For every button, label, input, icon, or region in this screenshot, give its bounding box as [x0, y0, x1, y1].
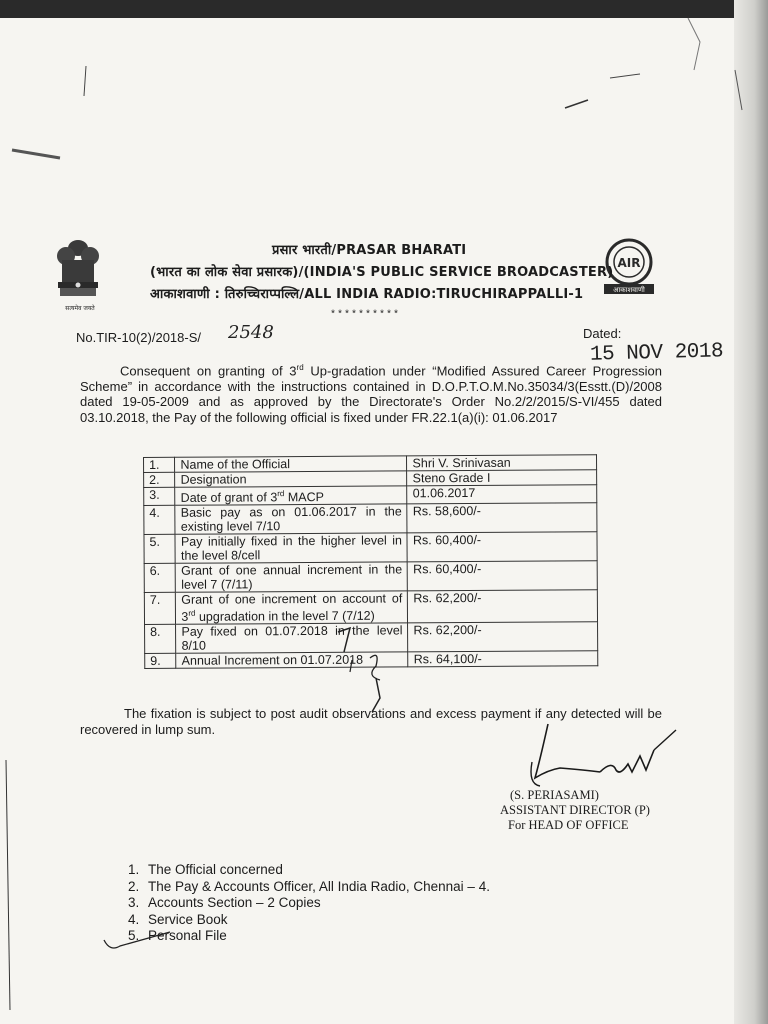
row-number: 9. — [145, 654, 176, 669]
distribution-number: 4. — [128, 911, 140, 927]
header-line-2: (भारत का लोक सेवा प्रसारक)/(INDIA'S PUBLIC SERVICE BROADCASTER) — [150, 265, 614, 280]
row-value: Shri V. Srinivasan — [407, 455, 597, 471]
row-label: Annual Increment on 01.07.2018 — [176, 652, 408, 668]
header-line-3: आकाशवाणी : तिरुच्चिराप्पल्लि/ALL INDIA RADIO:TIRUCHIRAPPALLI-1 — [150, 287, 584, 302]
row-label: Name of the Official — [175, 456, 407, 472]
distribution-number: 2. — [128, 878, 140, 894]
distribution-text: Accounts Section – 2 Copies — [148, 895, 321, 910]
row-value: Rs. 60,400/- — [407, 532, 597, 562]
header-separator: ********** — [330, 310, 401, 321]
date-stamp: 15 NOV 2018 — [589, 340, 724, 367]
distribution-number: 5. — [128, 928, 140, 943]
reference-number: No.TIR-10(2)/2018-S/ — [76, 330, 201, 345]
intro-paragraph: Consequent on granting of 3rd Up-gradation under “Modified Assured Career Progression Scheme” in accordance with the instructions contained in D.O.P.T.O.M.No.35034/3(Esstt.(D)/2008 dated 19-05-2009 and as approved by the Directorate's Order No.2/2/2015/S-VI/455 dated 03.10.2018, the Pay of the following official is fixed under FR.22.1(a)(i): 01.06.2017 — [80, 363, 662, 425]
row-value: 01.06.2017 — [407, 485, 597, 504]
emblem-caption: सत्यमेव जयते — [65, 305, 95, 312]
row-number: 8. — [145, 625, 177, 654]
row-label: Basic pay as on 01.06.2017 in the existing level 7/10 — [175, 504, 407, 534]
row-number: 6. — [144, 563, 176, 592]
air-logo-mark: AIR — [617, 256, 641, 270]
closing-paragraph: The fixation is subject to post audit observations and excess payment if any detected will be recovered in lump sum. — [80, 706, 662, 737]
row-value: Rs. 60,400/- — [408, 561, 598, 591]
dated-label: Dated: — [583, 326, 622, 341]
row-number: 3. — [144, 487, 176, 505]
row-value: Steno Grade I — [407, 470, 597, 486]
distribution-text: Personal File — [148, 928, 227, 943]
row-value: Rs. 58,600/- — [407, 503, 597, 533]
row-label: Grant of one increment on account of 3rd upgradation in the level 7 (7/12) — [176, 591, 408, 625]
row-number: 7. — [144, 592, 176, 624]
row-number: 5. — [144, 534, 176, 563]
reference-handwritten-number: 2548 — [228, 322, 274, 343]
row-number: 2. — [144, 472, 175, 487]
row-label: Designation — [175, 471, 407, 487]
signatory-for-line: For HEAD OF OFFICE — [508, 818, 629, 832]
distribution-number: 1. — [128, 862, 140, 877]
row-value: Rs. 62,200/- — [408, 622, 598, 652]
air-logo-text: आकाशवाणी — [613, 286, 645, 294]
signatory-designation: ASSISTANT DIRECTOR (P) — [500, 803, 650, 817]
distribution-number: 3. — [128, 895, 140, 910]
row-label: Pay fixed on 01.07.2018 in the level 8/10 — [176, 623, 408, 653]
row-label: Pay initially fixed in the higher level in the level 8/cell — [175, 533, 407, 563]
distribution-text: The Pay & Accounts Officer, All India Radio, Chennai – 4. — [148, 878, 490, 894]
row-label: Grant of one annual increment in the level 7 (7/11) — [176, 562, 408, 592]
row-number: 4. — [144, 505, 176, 534]
row-label: Date of grant of 3rd MACP — [175, 486, 407, 506]
distribution-text: The Official concerned — [148, 862, 283, 877]
header-line-1: प्रसार भारती/PRASAR BHARATI — [272, 243, 467, 258]
row-value: Rs. 62,200/- — [408, 590, 598, 623]
row-value: Rs. 64,100/- — [408, 651, 598, 667]
row-number: 1. — [144, 457, 175, 472]
signatory-name: (S. PERIASAMI) — [510, 788, 599, 802]
distribution-text: Service Book — [148, 911, 228, 927]
